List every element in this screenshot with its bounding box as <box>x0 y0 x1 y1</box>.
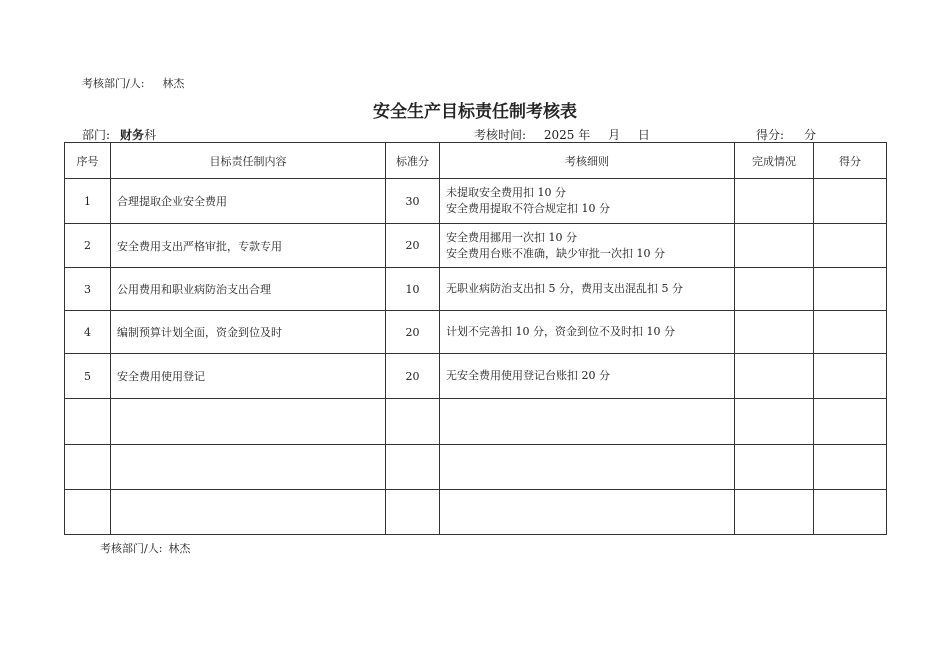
table-row <box>65 354 887 399</box>
cell-content: 安全费用支出严格审批，专款专用 <box>111 224 386 268</box>
cell-score <box>814 445 887 490</box>
cell-criteria <box>440 311 735 354</box>
assessment-table <box>64 142 887 535</box>
cell-standard: 20 <box>386 311 440 354</box>
cell-criteria <box>440 399 735 445</box>
cell-standard: 20 <box>386 354 440 399</box>
dept-label: 部门: <box>82 128 111 142</box>
score-label: 得分: <box>756 128 785 142</box>
cell-content <box>111 490 386 535</box>
cell-score <box>814 311 887 354</box>
cell-completion <box>735 224 814 268</box>
cell-no: 5 <box>65 354 111 399</box>
criteria-line: 安全费用台账不准确，缺少审批一次扣 10 分 <box>446 246 665 260</box>
cell-completion <box>735 179 814 224</box>
cell-score <box>814 268 887 311</box>
time-day: 日 <box>637 128 650 142</box>
cell-standard: 30 <box>386 179 440 224</box>
cell-standard: 20 <box>386 224 440 268</box>
cell-criteria <box>440 268 735 311</box>
col-header-score: 得分 <box>814 143 887 179</box>
cell-no <box>65 445 111 490</box>
cell-criteria <box>440 224 735 268</box>
cell-completion <box>735 268 814 311</box>
table-row <box>65 399 887 445</box>
table-row <box>65 224 887 268</box>
dept-suffix: 科 <box>144 128 157 142</box>
cell-completion <box>735 445 814 490</box>
table-row <box>65 445 887 490</box>
total-score <box>756 126 816 143</box>
time-month: 月 <box>608 128 621 142</box>
cell-no: 4 <box>65 311 111 354</box>
table-row <box>65 179 887 224</box>
table-row <box>65 268 887 311</box>
cell-criteria <box>440 445 735 490</box>
criteria-line: 安全费用挪用一次扣 10 分 <box>446 230 577 244</box>
cell-completion <box>735 311 814 354</box>
table-row <box>65 490 887 535</box>
cell-no: 2 <box>65 224 111 268</box>
cell-no: 1 <box>65 179 111 224</box>
time-label: 考核时间: <box>474 128 527 142</box>
table-header-row <box>65 143 887 179</box>
col-header-completion: 完成情况 <box>735 143 814 179</box>
cell-completion <box>735 490 814 535</box>
criteria-line: 计划不完善扣 10 分，资金到位不及时扣 10 分 <box>446 325 675 338</box>
cell-score <box>814 354 887 399</box>
table-row <box>65 311 887 354</box>
col-header-standard: 标准分 <box>386 143 440 179</box>
criteria-line: 未提取安全费用扣 10 分 <box>446 186 566 199</box>
cell-criteria <box>440 354 735 399</box>
cell-standard: 10 <box>386 268 440 311</box>
reviewer-name: 林杰 <box>162 77 185 90</box>
cell-criteria <box>440 490 735 535</box>
cell-content <box>111 445 386 490</box>
cell-score <box>814 179 887 224</box>
criteria-line: 安全费用提取不符合规定扣 10 分 <box>446 202 610 215</box>
criteria-line: 无职业病防治支出扣 5 分，费用支出混乱扣 5 分 <box>446 282 683 295</box>
cell-criteria <box>440 179 735 224</box>
footer-reviewer-name: 林杰 <box>168 542 191 555</box>
dept-value: 财务 <box>120 128 145 142</box>
cell-standard <box>386 445 440 490</box>
time-year: 2025 年 <box>543 128 591 142</box>
page-title: 安全生产目标责任制考核表 <box>373 102 577 122</box>
department-info <box>82 126 156 143</box>
cell-score <box>814 399 887 445</box>
cell-no: 3 <box>65 268 111 311</box>
criteria-line: 无安全费用使用登记台账扣 20 分 <box>446 369 610 382</box>
cell-completion <box>735 399 814 445</box>
cell-no <box>65 490 111 535</box>
top-reviewer <box>82 75 184 91</box>
col-header-criteria: 考核细则 <box>440 143 735 179</box>
cell-no <box>65 399 111 445</box>
score-unit: 分 <box>804 128 817 142</box>
cell-content <box>111 399 386 445</box>
cell-score <box>814 490 887 535</box>
bottom-reviewer <box>100 540 190 556</box>
cell-content: 编制预算计划全面，资金到位及时 <box>111 311 386 354</box>
col-header-no: 序号 <box>65 143 111 179</box>
cell-standard <box>386 399 440 445</box>
cell-score <box>814 224 887 268</box>
cell-completion <box>735 354 814 399</box>
cell-standard <box>386 490 440 535</box>
cell-content: 公用费用和职业病防治支出合理 <box>111 268 386 311</box>
cell-content: 合理提取企业安全费用 <box>111 179 386 224</box>
col-header-content: 目标责任制内容 <box>111 143 386 179</box>
reviewer-label: 考核部门/人: <box>82 77 145 90</box>
assessment-time <box>474 126 664 143</box>
footer-reviewer-label: 考核部门/人: <box>100 542 163 555</box>
cell-content: 安全费用使用登记 <box>111 354 386 399</box>
